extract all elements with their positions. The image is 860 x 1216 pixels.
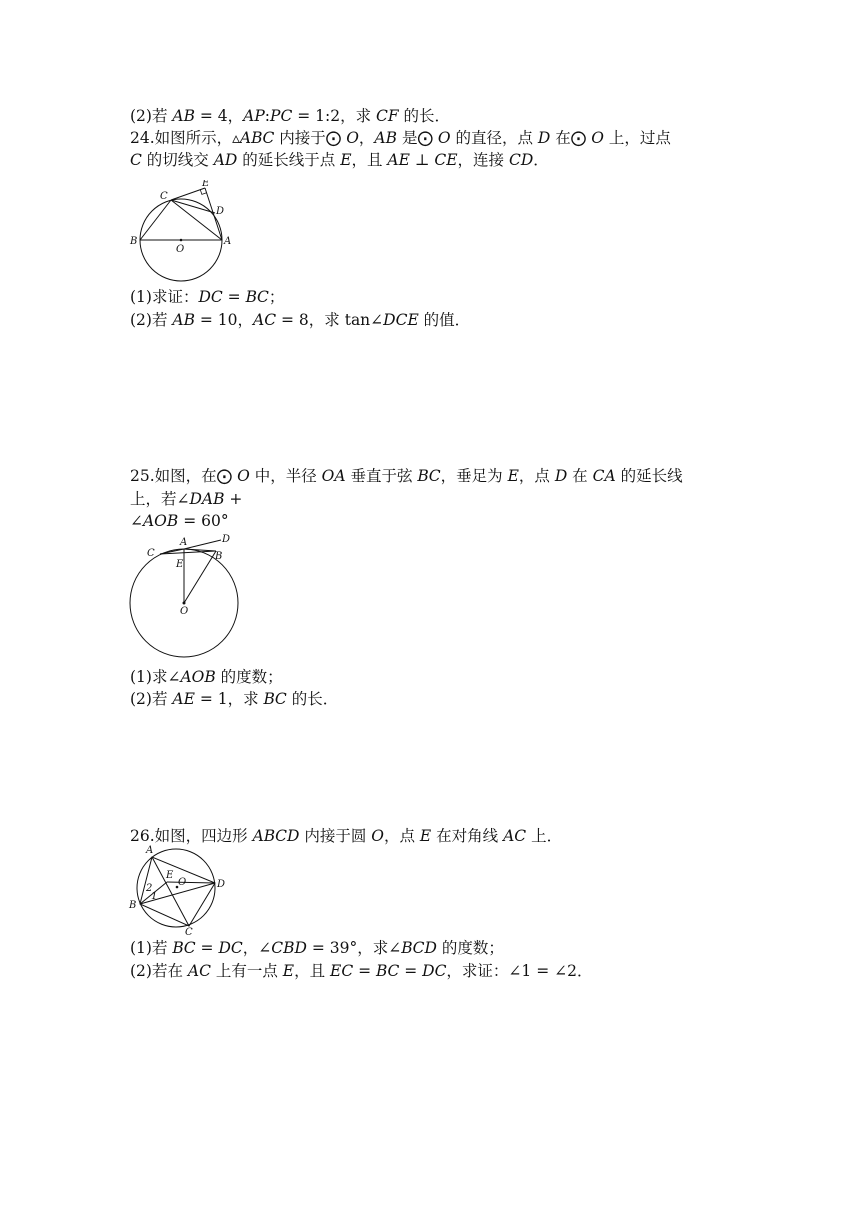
q24-label-e: E <box>202 180 210 189</box>
q23-part2-text: (2)若 𝐴𝐵 = 4，𝐴𝑃:𝑃𝐶 = 1:2，求 𝐶𝐹 的长． <box>130 107 451 125</box>
q26-label-o: O <box>178 877 187 888</box>
q26-stem-line1: 26.如图，四边形 𝐴𝐵𝐶𝐷 内接于圆 𝑂，点 𝐸 在对角线 𝐴𝐶 上． <box>130 827 563 845</box>
q26-label-a: A <box>146 845 154 856</box>
q25-label-c: C <box>147 548 155 559</box>
q25-part1-text: (1)求∠𝐴𝑂𝐵 的度数； <box>130 668 283 686</box>
q26-segment-ed <box>167 882 215 883</box>
q26-label-c: C <box>185 927 193 937</box>
q25-segment-ad <box>184 540 221 549</box>
q25-label-o: O <box>180 606 189 617</box>
q24-center-dot <box>180 239 183 242</box>
q24-part1-text: (1)求证：𝐷𝐶 = 𝐵𝐶； <box>130 288 285 306</box>
q24-part2-text: (2)若 𝐴𝐵 = 10，𝐴𝐶 = 8，求 tan∠𝐷𝐶𝐸 的值． <box>130 311 471 329</box>
q26-label-b: B <box>129 900 137 911</box>
q25-label-b: B <box>215 551 223 562</box>
q25-label-e: E <box>176 559 184 570</box>
q26-part1-text: (1)若 𝐵𝐶 = 𝐷𝐶，∠𝐶𝐵𝐷 = 39°，求∠𝐵𝐶𝐷 的度数； <box>130 939 504 957</box>
q25-label-d: D <box>222 534 231 545</box>
q24-label-o: O <box>176 244 185 255</box>
q25-figure <box>125 532 245 662</box>
q26-angle-label-1: 1 <box>151 891 158 902</box>
q25-part2-text: (2)若 𝐴𝐸 = 1，求 𝐵𝐶 的长． <box>130 690 339 708</box>
q24-tangent-ce <box>171 188 205 200</box>
q24-segment-ca <box>171 200 225 240</box>
q24-stem-line1: 24.如图所示，▵𝐴𝐵𝐶 内接于⨀ 𝑂，𝐴𝐵 是⨀ 𝑂 的直径，点 𝐷 在⨀ 𝑂 上，过点 <box>130 129 671 147</box>
q24-label-b: B <box>130 236 138 247</box>
q26-angle-label-2: 2 <box>146 883 153 894</box>
q25-radius-ob <box>184 551 216 603</box>
q25-stem-line2: 上，若∠𝐷𝐴𝐵 + <box>130 490 243 508</box>
q25-label-a: A <box>180 537 188 548</box>
q24-label-c: C <box>160 191 168 202</box>
q25-stem-line1: 25.如图，在⨀ 𝑂 中，半径 𝑂𝐴 垂直于弦 𝐵𝐶，垂足为 𝐸，点 𝐷 在 𝐶𝐴 的延长线 <box>130 467 683 485</box>
q24-label-d: D <box>216 206 225 217</box>
q24-segment-cd <box>171 200 215 213</box>
q25-center-dot <box>183 602 186 605</box>
q25-stem-line3: ∠𝐴𝑂𝐵 = 60° <box>130 512 229 530</box>
q24-figure <box>125 180 240 285</box>
q26-label-e: E <box>166 870 174 881</box>
q25-segment-ab <box>184 549 216 551</box>
q26-part2-text: (2)若在 𝐴𝐶 上有一点 𝐸，且 𝐸𝐶 = 𝐵𝐶 = 𝐷𝐶，求证：∠1 = ∠2． <box>130 962 593 980</box>
q26-label-d: D <box>217 879 226 890</box>
q26-figure <box>125 842 235 937</box>
q24-stem-line2: 𝐶 的切线交 𝐴𝐷 的延长线于点 𝐸，且 𝐴𝐸 ⊥ 𝐶𝐸，连接 𝐶𝐷． <box>130 151 549 169</box>
q24-label-a: A <box>224 236 232 247</box>
